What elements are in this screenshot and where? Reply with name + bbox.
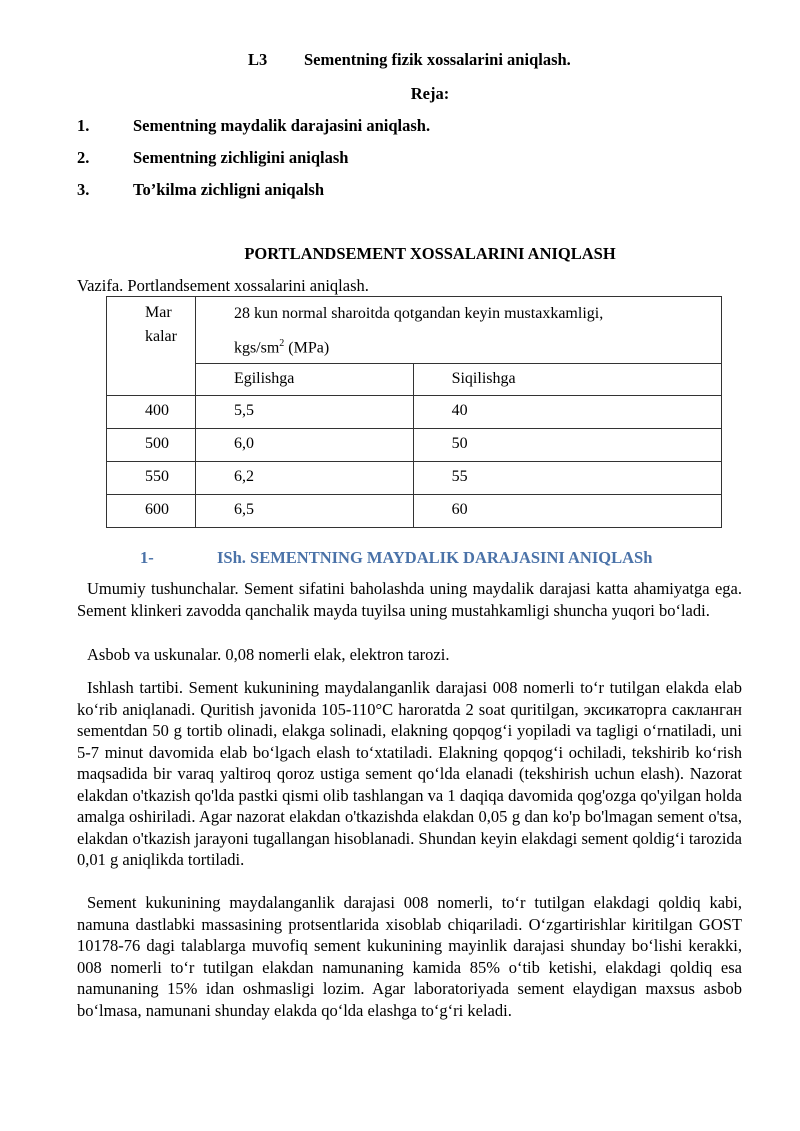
plan-item [77, 180, 324, 200]
paragraph-text: Asbob va uskunalar. 0,08 nomerli elak, elektron tarozi. [87, 645, 450, 664]
unit-text: kgs/sm [233, 339, 280, 357]
table-row [107, 396, 722, 429]
subsection-number: 1- [140, 548, 154, 567]
table-subheader-row [107, 364, 722, 396]
subsection-title: ISh. SEMENTNING MAYDALIK DARAJASINI ANIQLASh [217, 548, 653, 567]
grade-header-line1: Mar [145, 304, 172, 321]
paragraph-fineness [77, 892, 742, 1021]
bending-header-cell [195, 364, 413, 396]
section-title: PORTLANDSEMENT XOSSALARINI ANIQLASH [244, 244, 616, 263]
paragraph-text: Sement kukunining maydalanganlik darajasi 008 nomerli, to‘r tutilgan elakdagi qoldiq kabi, namuna dastlabki massasining protsentlarida xisoblab chiqariladi. O‘zgartirishlar kiritilgan GOST 10178-76 dagi talablarga muvofiq sement kukunining mayinlik darajasi shunday bo‘lishi kerakki, 008 nomerli to‘r tutilgan elakdan namunaning kamida 85% o‘tib ketishi, elakdagi qoldiq esa namunaning 15% idan oshmasligi lozim. Agar laboratoriyada sement elaydigan maxsus asbob bo‘lmasa, namunani shunday elakda qo‘lda elashga to‘g‘ri keladi. [77, 893, 742, 1020]
table-header-row [107, 297, 722, 364]
compression-value: 55 [451, 468, 468, 486]
lesson-title-text: Sementning fizik xossalarini aniqlash. [304, 50, 571, 69]
plan-item-number: 1. [77, 116, 90, 135]
unit-superscript: 2 [279, 338, 285, 349]
paragraph-text: Umumiy tushunchalar. Sement sifatini baholashda uning maydalik darajasi katta ahamiyatga ega. Sement klinkeri zavodda qanchalik mayda tuyilsa uning mustahkamligi shuncha yuqori bo‘ladi. [77, 579, 742, 620]
plan-item-text: Sementning maydalik darajasini aniqlash. [133, 116, 431, 135]
plan-item [77, 148, 348, 168]
table-row [107, 462, 722, 495]
plan-item-text: Sementning zichligini aniqlash [133, 148, 349, 167]
unit-suffix: (MPa) [284, 339, 330, 357]
plan-item-number: 2. [77, 148, 90, 167]
paragraph-procedure [77, 677, 742, 871]
subsection-heading [140, 548, 652, 568]
paragraph-text: Ishlash tartibi. Sement kukunining maydalanganlik darajasi 008 nomerli to‘r tutilgan elakda elab ko‘rib aniqlanadi. Quritish javonida 105-110°C haroratda 2 soat quritilgan, эксикаторга сакланган sementdan 50 g tortib olinadi, elakga solinadi, elakning qopqog‘i yopiladi va tagligi o‘rnatiladi, uni 5-7 minut davomida elab bo‘lgach elash to‘xtatiladi. Elakning qopqog‘i ochiladi, tekshirib ko‘rish maqsadida bir varaq yaltiroq qoroz ustiga sement qo‘lda elanadi (tekshirish uchun elash). Nazorat elakdan o'tkazish qo'lda pastki qismi olib tashlangan va 1 daqiqa davomida qog'ozga qo'yilgan holda amalga oshiriladi. Agar nazorat elakdan o'tkazishda elakdan 0,05 g dan ko'p bo'lmagan sement o'tsa, elakdan o'tkazish jarayoni tugallangan hisoblanadi. Shundan keyin elakdagi sement qoldig‘i tarozida 0,01 g aniqlikda tortiladi. [77, 678, 742, 869]
strength-header-unit [234, 329, 721, 363]
plan-heading: Reja: [410, 84, 450, 103]
grade-value: 550 [145, 468, 169, 486]
table-row [107, 429, 722, 462]
bending-value: 6,2 [233, 468, 254, 486]
compression-header: Siqilishga [451, 370, 516, 388]
paragraph-equipment [77, 644, 742, 666]
grade-header-line2: kalar [145, 328, 177, 345]
bending-value: 6,5 [233, 501, 254, 519]
lesson-title [248, 50, 571, 70]
plan-item-text: To’kilma zichligni aniqalsh [133, 180, 325, 199]
grade-header-cell [107, 297, 196, 396]
paragraph-general-concepts [77, 578, 742, 621]
lesson-number: L3 [248, 50, 268, 69]
compression-value: 60 [451, 501, 468, 519]
strength-header-line1: 28 kun normal sharoitda qotgandan keyin mustaxkamligi, [233, 305, 604, 322]
plan-item-number: 3. [77, 180, 90, 199]
grade-value: 600 [145, 501, 169, 519]
bending-value: 5,5 [233, 402, 254, 420]
strength-header-cell [195, 297, 721, 364]
task-statement: Vazifa. Portlandsement xossalarini aniqlash. [77, 276, 369, 295]
grade-value: 400 [145, 402, 169, 420]
compression-value: 50 [451, 435, 468, 453]
table-row [107, 495, 722, 528]
compression-value: 40 [451, 402, 468, 420]
bending-header: Egilishga [233, 370, 295, 388]
compression-header-cell [413, 364, 721, 396]
strength-table [106, 296, 722, 528]
grade-value: 500 [145, 435, 169, 453]
plan-item [77, 116, 430, 136]
bending-value: 6,0 [233, 435, 254, 453]
